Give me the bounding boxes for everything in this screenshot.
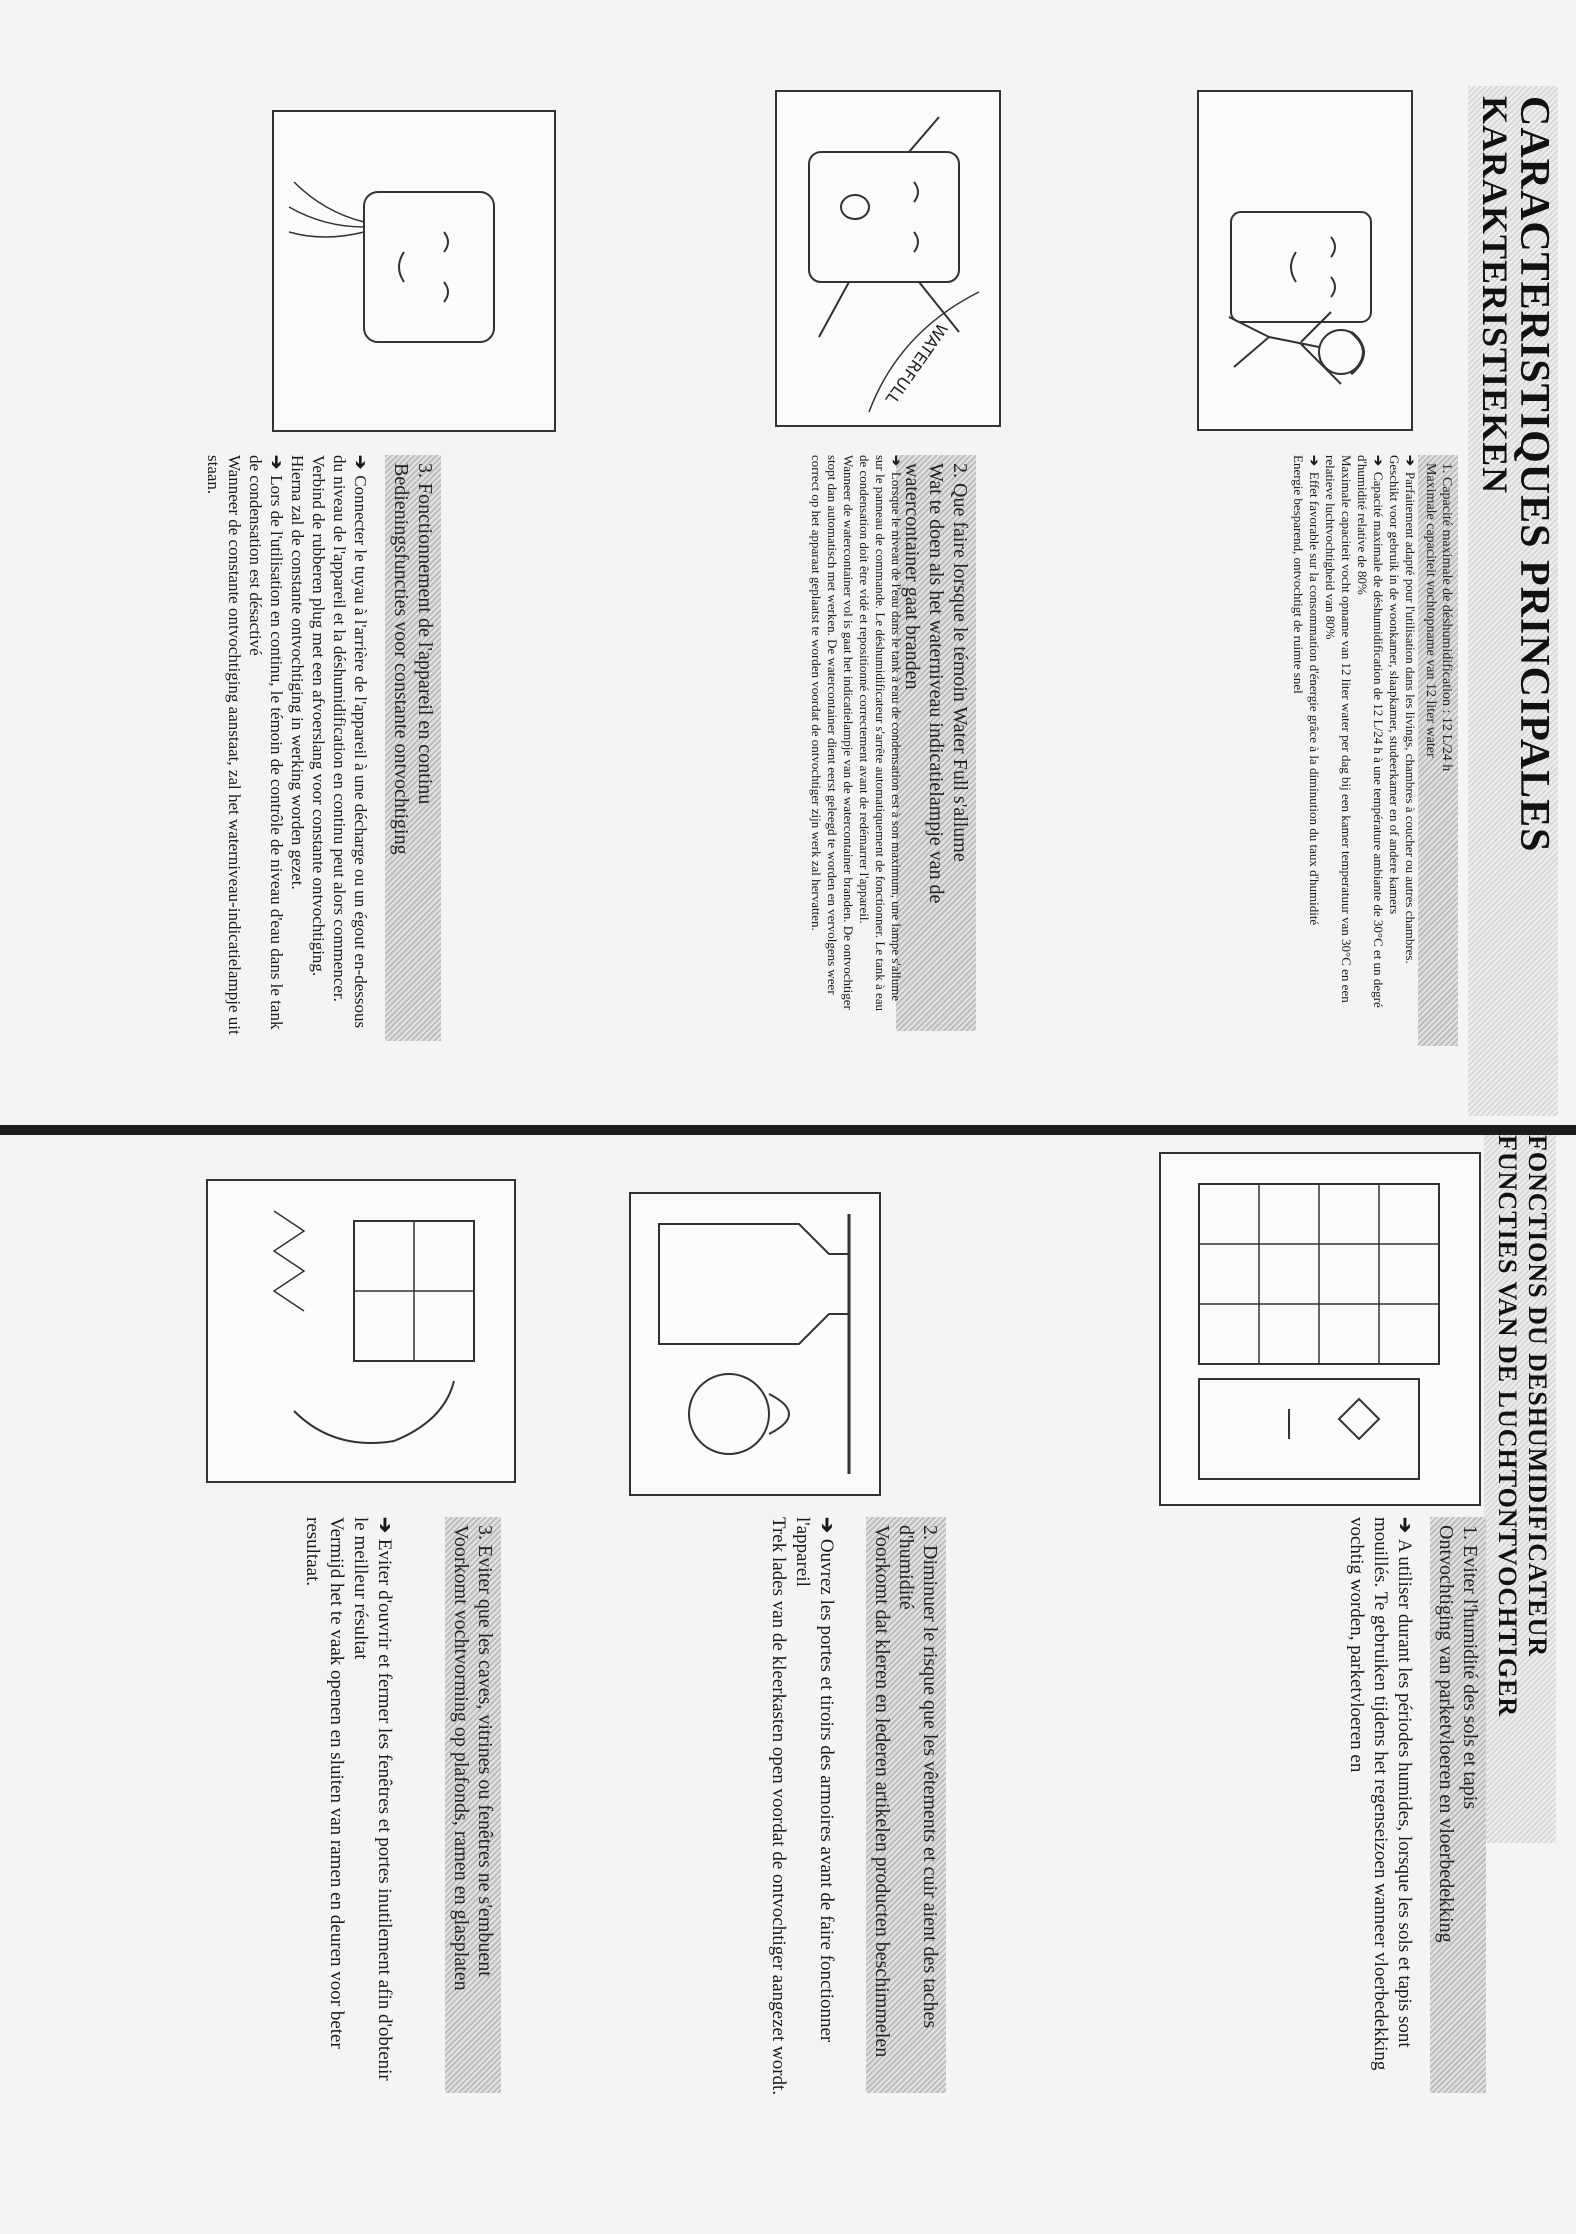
functions-section [0, 1117, 1576, 2234]
arrow-icon: ➔ [889, 455, 904, 466]
cellar-window-illustration [206, 1179, 516, 1483]
arrow-icon: ➔ [1394, 1517, 1415, 1533]
func-s2-text-1: ➔Ouvrez les portes et tiroirs des armoires avant de faire fonctionner l'appareil [792, 1517, 837, 2043]
continuous-drain-illustration [272, 110, 556, 432]
char-section-1-heading [1418, 455, 1458, 1046]
func-s1-heading-fr: 1. Eviter l'humidité des sols et tapis [1459, 1525, 1481, 1810]
char-s2-text-2: Wanneer de watercontainer vol is gaat het indicatielampje van de watercontainer branden. De ontvochtiger stopt dan automatisch met werken. De watercontainer dient eerst geleegd te worden en vervolgens weer correct op het apparaat geplaatst te worden voordat de ontvochtiger zijn werk zal hervatten. [809, 455, 856, 1010]
arrow-icon: ➔ [1371, 455, 1386, 466]
char-s2-heading-fr: 2. Que faire lorsque le témoin Water Full s'allume [949, 463, 971, 862]
char-s1-text-4: Maximale capaciteit vocht opname van 12 liter water per dag bij een kamer temperatuur van 30°C en een relatieve luchtvochtigheid van 80% [1323, 455, 1354, 1003]
person-carrying-dehumidifier-drawing [1199, 92, 1411, 429]
func-s2-heading-nl: Voorkomt dat kleren en lederen artikelen producten beschimmelen [871, 1525, 893, 2058]
arrow-icon: ➔ [351, 455, 370, 470]
arrow-icon: ➔ [267, 455, 286, 470]
char-section-3-body [203, 455, 371, 1040]
char-s1-heading-nl: Maximale capaciteit vochtopname van 12 liter water [1423, 463, 1438, 758]
waterfull-label: WATERFULL [881, 319, 952, 408]
func-section-3-body [300, 1517, 396, 2097]
char-section-1-body [1290, 455, 1418, 1035]
char-s3-text-4: ➔Lors de l'utilisation en continu, le témoin de contrôle de niveau d'eau dans le tank de condensation est désactivé [246, 455, 286, 1030]
clothes-illustration [629, 1192, 881, 1496]
func-section-3-heading [445, 1517, 501, 2093]
scan-artifact-line [0, 1125, 1576, 1135]
arrow-icon: ➔ [374, 1517, 395, 1533]
char-s2-text-1: ➔Lorsque le niveau de l'eau dans le tank à eau de condensation est à son maximum, une lampe s'allume sur le panneau de commande. Le déshumidificateur s'arrête automatiquement de fonctionner. Le tank à eau de condensation doit être vidé et repositionné correctement avant de redémarrer l'appareil. [857, 455, 904, 1012]
arrow-icon: ➔ [1307, 455, 1322, 466]
func-section-1-body [1344, 1517, 1416, 2097]
func-s3-text-2: Vermijd het te vaak openen en sluiten van ramen en deuren voor beter resultaat. [302, 1517, 347, 2049]
arrow-icon: ➔ [1403, 455, 1418, 466]
func-s3-text-1: ➔Eviter d'ouvrir et fermer les fenêtres et portes inutilement afin d'obtenir le meilleur résultat [350, 1517, 395, 2081]
floor-window-illustration [1159, 1152, 1481, 1506]
func-s1-text-1: ➔A utiliser durant les périodes humides, lorsque les sols et tapis sont mouillés. Te gebruiken tijdens het regenseizoen wanneer vloerbedekking vochtig worden, parketvloeren en [1346, 1517, 1415, 2071]
char-s1-heading-fr: 1. Capacité maximale de déshumidification : 12 L/24 h [1439, 463, 1454, 772]
func-section-2-body [766, 1517, 838, 2097]
window-and-floor-drawing [1161, 1154, 1479, 1504]
char-section-2-heading [896, 455, 976, 1031]
characteristics-title-nl: KARAKTERISTIEKEN [1475, 96, 1515, 495]
char-s3-text-1: ➔Connecter le tuyau à l'arrière de l'appareil à une décharge ou un égout en-dessous du niveau de l'appareil et la déshumidification en continu peut alors commencer. [330, 455, 370, 1029]
characteristics-title-fr: CARACTERISTIQUES PRINCIPALES [1511, 96, 1557, 853]
char-s3-heading-fr: 3. Fonctionnement de l'appareil en continu [414, 463, 436, 805]
water-full-illustration [775, 90, 1001, 427]
func-s2-text-2: Trek lades van de kleerkasten open voordat de ontvochtiger aangezet wordt. [768, 1517, 789, 2096]
func-s2-heading-fr: 2. Diminuer le risque que les vêtements et cuir aient des taches d'humidité [895, 1525, 941, 2029]
functions-title-fr: FONCTIONS DU DESHUMIDIFICATEUR [1523, 1135, 1552, 1658]
char-s3-heading-nl: Bedieningsfuncties voor constante ontvochtiging [390, 463, 412, 855]
char-section-2-body [808, 455, 904, 1020]
char-section-3-heading [385, 455, 441, 1041]
cellar-and-window-drawing [208, 1181, 514, 1481]
char-s3-text-2: Verbind de rubberen plug met een afvoerslang voor constante ontvochtiging. [309, 455, 328, 977]
dehumidifier-person-illustration [1197, 90, 1413, 431]
char-s1-text-5: ➔Effet favorable sur la consommation d'énergie grâce à la diminution du taux d'humidité [1307, 455, 1322, 926]
func-section-1-heading [1430, 1517, 1486, 2093]
char-s3-text-5: Wanneer de constante ontvochtiging aanstaat, zal het waterniveau-indicatielampje uit staan. [204, 455, 244, 1035]
char-s2-heading-nl: Wat te doen als het waterniveau indicatielampje van de watercontainer gaat branden [901, 463, 947, 904]
characteristics-title [1468, 86, 1558, 1116]
char-s1-text-6: Energie besparend, ontvochtigt de ruimte snel [1291, 455, 1306, 694]
water-full-dehumidifier-drawing [777, 92, 999, 425]
func-s1-heading-nl: Ontvochtiging van parketvloeren en vloerbedekking [1435, 1525, 1457, 1943]
drain-hose-dehumidifier-drawing [274, 112, 554, 430]
char-s1-text-3: ➔Capacité maximale de déshumidification de 12 L/24 h à une température ambiante de 30°C et un degré d'humidité relative de 80% [1355, 455, 1386, 1008]
char-s3-text-3: Hierna zal de constante ontvochtiging in werking worden gezet. [288, 455, 307, 890]
arrow-icon: ➔ [816, 1517, 837, 1533]
func-section-2-heading [866, 1517, 946, 2093]
char-s1-text-2: Geschikt voor gebruik in de woonkamer, slaapkamer, studeerkamer en of andere kamers [1387, 455, 1402, 915]
functions-title [1484, 1127, 1556, 1843]
func-s3-heading-nl: Voorkomt vochtvorming op plafonds, ramen en glasplaten [450, 1525, 472, 1991]
char-s1-text-1: ➔Parfaitement adapté pour l'utilisation dans les livings, chambres à coucher ou autres chambres. [1403, 455, 1418, 964]
hanging-clothes-and-bag-drawing [631, 1194, 879, 1494]
functions-title-nl: FUNCTIES VAN DE LUCHTONTVOCHTIGER [1493, 1135, 1522, 1718]
func-s3-heading-fr: 3. Eviter que les caves, vitrines ou fenêtres ne s'embuent [474, 1525, 496, 1977]
